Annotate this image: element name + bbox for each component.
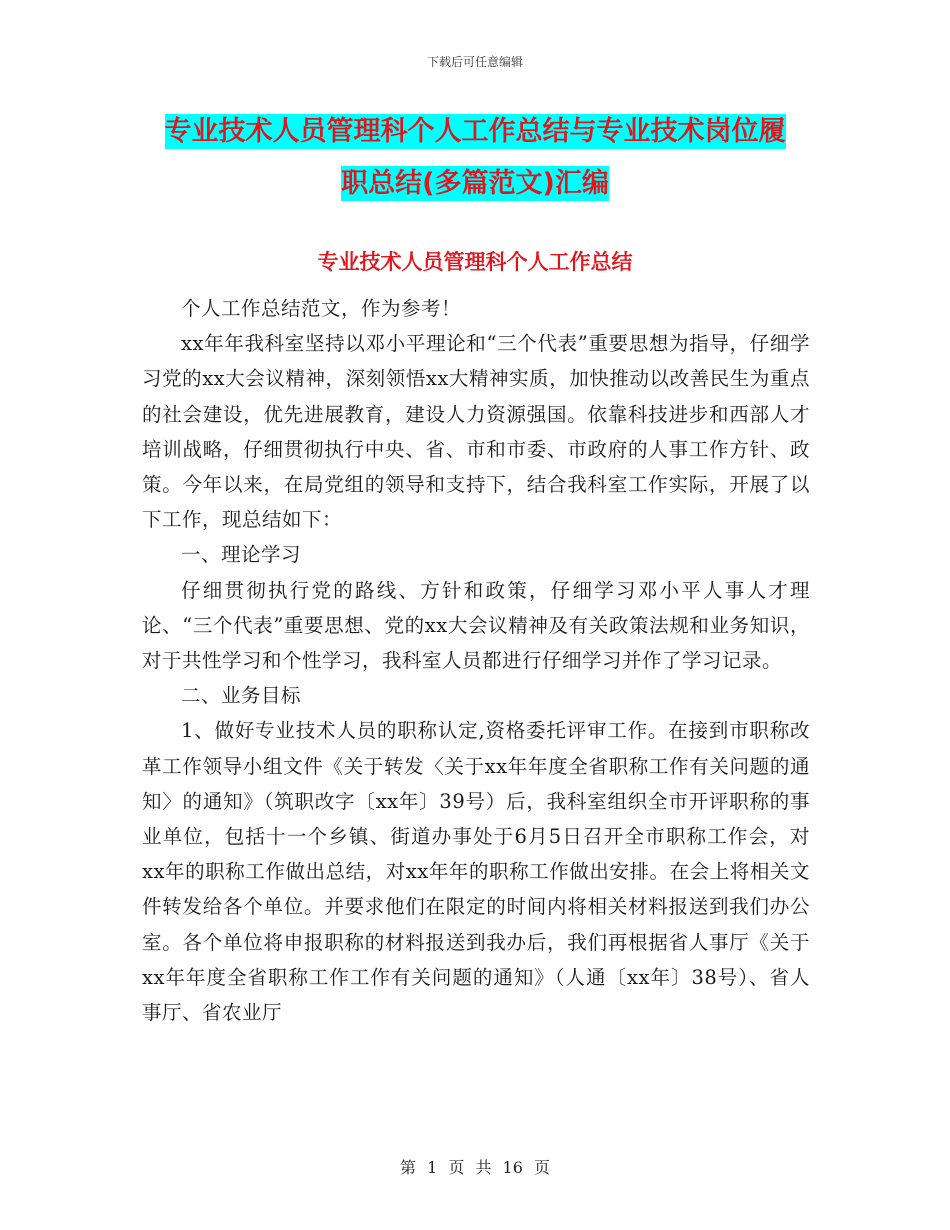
paragraph-heading: 二、业务目标 [181, 684, 302, 708]
page-footer: 第 1 页 共 16 页 [400, 1158, 550, 1177]
paragraph: 仔细贯彻执行党的路线、方针和政策，仔细学习邓小平人事人才理论、“三个代表”重要思想、党的xx大会议精神及有关政策法规和业务知识，对于共性学习和个性学习，我科室人员都进行仔细学习并作了学习记录。 [142, 578, 810, 673]
document-title-line-1: 专业技术人员管理科个人工作总结与专业技术岗位履 [164, 116, 786, 147]
document-title [140, 106, 810, 210]
paragraph: xx年年我科室坚持以邓小平理论和“三个代表”重要思想为指导，仔细学习党的xx大会议精神，深刻领悟xx大精神实质，加快推动以改善民生为重点的社会建设，优先进展教育，建设人力资源强国。依靠科技进步和西部人才培训战略，仔细贯彻执行中央、省、市和市委、市政府的人事工作方针、政策。今年以来，在局党组的领导和支持下，结合我科室工作实际，开展了以下工作，现总结如下： [142, 332, 810, 532]
document-title-line-2: 职总结(多篇范文)汇编 [341, 168, 609, 199]
header-note: 下载后可任意编辑 [426, 55, 523, 69]
paragraph-heading: 一、理论学习 [181, 543, 302, 567]
paragraph: 1、做好专业技术人员的职称认定,资格委托评审工作。在接到市职称改革工作领导小组文件《关于转发〈关于xx年年度全省职称工作有关问题的通知〉的通知》（筑职改字〔xx年〕39号）后，我科室组织全市开评职称的事业单位，包括十一个乡镇、街道办事处于6月5日召开全市职称工作会，对xx年的职称工作做出总结，对xx年年的职称工作做出安排。在会上将相关文件转发给各个单位。并要求他们在限定的时间内将相关材料报送到我们办公室。各个单位将申报职称的材料报送到我办后，我们再根据省人事厅《关于xx年年度全省职称工作工作有关问题的通知》（人通〔xx年〕38号）、省人事厅、省农业厅 [142, 719, 810, 1025]
section-title: 专业技术人员管理科个人工作总结 [317, 250, 633, 274]
document-body [142, 291, 810, 1030]
paragraph: 个人工作总结范文，作为参考！ [181, 297, 462, 320]
